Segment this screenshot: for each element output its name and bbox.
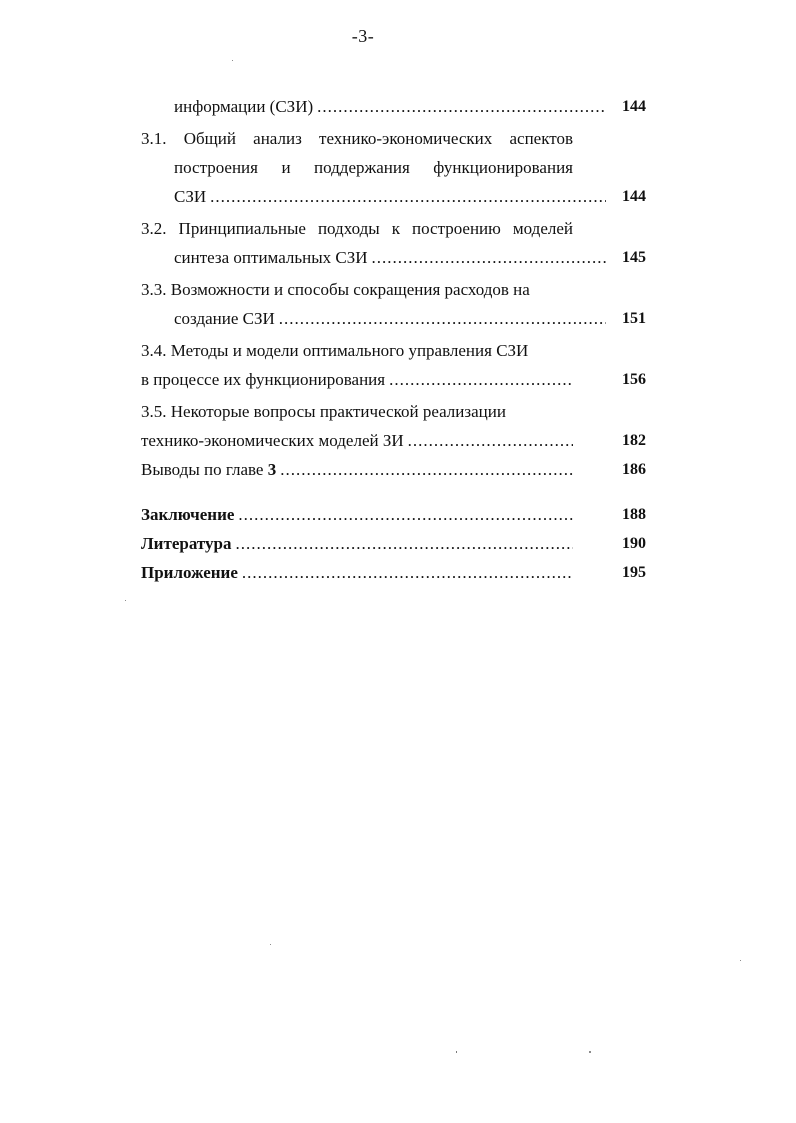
toc-entry-text: информации (СЗИ) — [174, 97, 314, 116]
dot-leader — [210, 182, 606, 211]
dot-leader — [238, 500, 573, 529]
toc-entry-text: в процессе их функционирования — [141, 370, 386, 389]
toc-entry-text: Заключение — [141, 505, 235, 524]
scan-speck — [270, 944, 271, 945]
scan-speck — [125, 600, 126, 601]
toc-entry-line — [141, 365, 573, 394]
toc-entry-text: 3.5. Некоторые вопросы практической реализации — [141, 402, 506, 421]
toc-entry-3-5[interactable] — [141, 397, 646, 455]
toc-entry-line — [141, 558, 573, 587]
toc-entry-text: Литература — [141, 534, 232, 553]
toc-entry-szi-info[interactable] — [141, 92, 646, 121]
toc-entry-3-1[interactable] — [141, 124, 646, 211]
toc-entry-line — [141, 243, 606, 272]
scan-speck — [232, 60, 233, 61]
toc-entry-text: синтеза оптимальных СЗИ — [174, 248, 368, 267]
chapter-number: 3 — [267, 460, 277, 479]
toc-entry-text: СЗИ — [174, 187, 207, 206]
conclusions-label: Выводы по главе — [141, 460, 268, 479]
dot-leader — [280, 455, 573, 484]
toc-page-number: 182 — [622, 432, 646, 449]
toc-entry-line — [141, 304, 606, 333]
toc-entry-3-3[interactable] — [141, 275, 646, 333]
toc-page-number: 151 — [622, 310, 646, 327]
table-of-contents — [141, 92, 646, 587]
toc-entry-3-4[interactable] — [141, 336, 646, 394]
scan-speck — [740, 960, 741, 961]
toc-entry-text: технико-экономических моделей ЗИ — [141, 431, 404, 450]
scan-speck — [456, 1051, 457, 1053]
toc-entry-line — [141, 500, 573, 529]
toc-entry-text: 3.3. Возможности и способы сокращения расходов на — [141, 280, 530, 299]
toc-entry-text: 3.1. Общий анализ технико-экономических аспектов — [141, 129, 573, 148]
dot-leader — [279, 304, 606, 333]
toc-page-number: 145 — [622, 249, 646, 266]
toc-entry-text: 3.2. Принципиальные подходы к построению моделей — [141, 219, 573, 238]
toc-page-number: 195 — [622, 564, 646, 581]
dot-leader — [242, 558, 573, 587]
dot-leader — [389, 365, 573, 394]
toc-entry-3-2[interactable] — [141, 214, 646, 272]
toc-page-number: 190 — [622, 535, 646, 552]
toc-entry-text — [141, 455, 280, 484]
toc-entry-chapter-conclusions[interactable] — [141, 455, 646, 484]
toc-entry-appendix[interactable] — [141, 558, 646, 587]
scan-speck — [589, 1051, 591, 1053]
toc-entry-line — [141, 426, 573, 455]
toc-page-number: 144 — [622, 188, 646, 205]
dot-leader — [317, 92, 606, 121]
toc-entry-text: Приложение — [141, 563, 238, 582]
toc-entry-conclusion[interactable] — [141, 500, 646, 529]
toc-entry-literature[interactable] — [141, 529, 646, 558]
toc-entry-line — [141, 92, 606, 121]
dot-leader — [372, 243, 606, 272]
toc-entry-text: построения и поддержания функционирования — [174, 158, 573, 177]
toc-entry-line — [141, 455, 573, 484]
toc-page-number: 144 — [622, 98, 646, 115]
toc-entry-line — [141, 529, 573, 558]
page-number: -3- — [351, 26, 375, 46]
dot-leader — [408, 426, 573, 455]
toc-entry-text: 3.4. Методы и модели оптимального управления СЗИ — [141, 341, 529, 360]
toc-entry-line — [141, 182, 606, 211]
dot-leader — [235, 529, 573, 558]
toc-page-number: 188 — [622, 506, 646, 523]
toc-page-number: 186 — [622, 461, 646, 478]
toc-entry-text: создание СЗИ — [174, 309, 275, 328]
toc-page-number: 156 — [622, 371, 646, 388]
